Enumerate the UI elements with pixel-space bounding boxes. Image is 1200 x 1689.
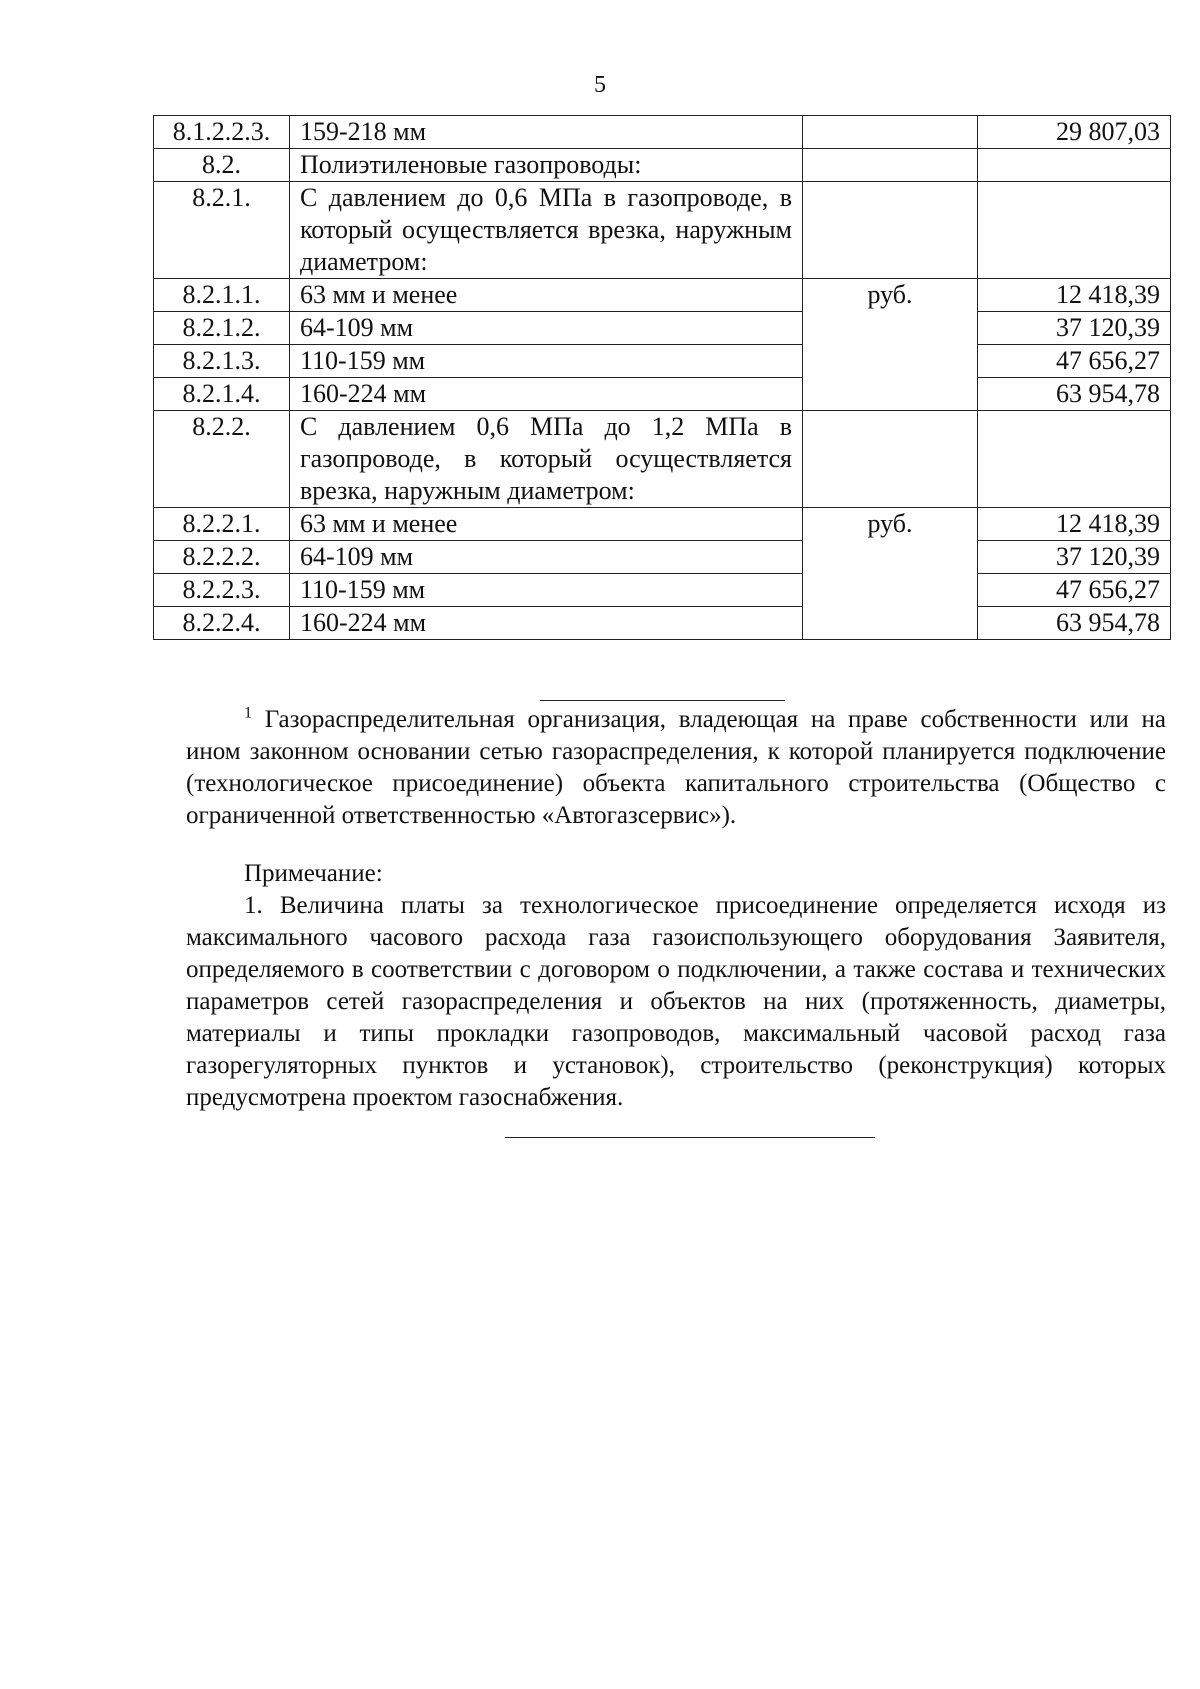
item-number: 8.2.1.2. bbox=[154, 312, 290, 345]
item-number: 8.2.2.3. bbox=[154, 574, 290, 607]
footnote-text: Газораспределительная организация, владеющая на праве собственности или на ином законном основании сетью газораспределения, к которой планируется подключение (технологическое присоединение) объекта капитального строительства (Общество с ограниченной ответственностью «Автогазсервис»). bbox=[186, 706, 1167, 829]
note-text: 1. Величина платы за технологическое присоединение определяется исходя из максимального часового расхода газа газоиспользующего оборудования Заявителя, определяемого в соответствии с договором о подключении, а также состава и технических параметров сетей газораспределения и объектов на них (протяженность, диаметры, материалы и типы прокладки газопроводов, максимальный часовой расход газа газорегуляторных пунктов и установок), строительство (реконструкция) которых предусмотрена проектом газоснабжения. bbox=[186, 892, 1166, 1111]
note-title: Примечание: bbox=[244, 860, 383, 887]
item-name: С давлением 0,6 МПа до 1,2 МПа в газопроводе, в который осуществляется врезка, наружным диаметром: bbox=[290, 411, 803, 508]
item-name: 160-224 мм bbox=[290, 378, 803, 411]
item-price: 12 418,39 bbox=[978, 508, 1171, 541]
item-number: 8.2.1.3. bbox=[154, 345, 290, 378]
table-row bbox=[154, 541, 1171, 574]
table-row bbox=[154, 182, 1171, 279]
item-number: 8.2.2. bbox=[154, 411, 290, 508]
table-row bbox=[154, 312, 1171, 345]
item-price: 37 120,39 bbox=[978, 541, 1171, 574]
item-name: С давлением до 0,6 МПа в газопроводе, в который осуществляется врезка, наружным диаметром: bbox=[290, 182, 803, 279]
group-unit: руб. bbox=[803, 279, 978, 411]
item-number: 8.2.2.2. bbox=[154, 541, 290, 574]
table-row bbox=[154, 411, 1171, 508]
item-price bbox=[978, 182, 1171, 279]
table-row bbox=[154, 279, 1171, 312]
table-row bbox=[154, 116, 1171, 149]
item-unit bbox=[803, 411, 978, 508]
end-divider bbox=[505, 1137, 875, 1138]
item-price: 63 954,78 bbox=[978, 378, 1171, 411]
item-price: 29 807,03 bbox=[978, 116, 1171, 149]
footnote-marker: 1 bbox=[244, 704, 252, 722]
item-name: 110-159 мм bbox=[290, 345, 803, 378]
item-name: Полиэтиленовые газопроводы: bbox=[290, 149, 803, 182]
table-row bbox=[154, 345, 1171, 378]
item-price: 47 656,27 bbox=[978, 345, 1171, 378]
item-name: 159-218 мм bbox=[290, 116, 803, 149]
table-row bbox=[154, 508, 1171, 541]
table-row bbox=[154, 574, 1171, 607]
item-name: 64-109 мм bbox=[290, 312, 803, 345]
item-number: 8.2.2.4. bbox=[154, 607, 290, 640]
item-number: 8.2.2.1. bbox=[154, 508, 290, 541]
item-price: 37 120,39 bbox=[978, 312, 1171, 345]
item-number: 8.2. bbox=[154, 149, 290, 182]
table-row bbox=[154, 149, 1171, 182]
item-number: 8.1.2.2.3. bbox=[154, 116, 290, 149]
item-unit bbox=[803, 182, 978, 279]
page-number: 5 bbox=[594, 72, 606, 98]
item-price: 63 954,78 bbox=[978, 607, 1171, 640]
table-row bbox=[154, 378, 1171, 411]
item-name: 64-109 мм bbox=[290, 541, 803, 574]
item-unit bbox=[803, 149, 978, 182]
group-unit: руб. bbox=[803, 508, 978, 640]
item-price: 12 418,39 bbox=[978, 279, 1171, 312]
tariff-table bbox=[153, 115, 1171, 640]
footnote-divider bbox=[540, 700, 785, 701]
item-number: 8.2.1.1. bbox=[154, 279, 290, 312]
item-name: 110-159 мм bbox=[290, 574, 803, 607]
item-name: 160-224 мм bbox=[290, 607, 803, 640]
item-unit bbox=[803, 116, 978, 149]
item-number: 8.2.1.4. bbox=[154, 378, 290, 411]
table-row bbox=[154, 607, 1171, 640]
item-name: 63 мм и менее bbox=[290, 508, 803, 541]
footnote bbox=[186, 704, 1166, 832]
item-number: 8.2.1. bbox=[154, 182, 290, 279]
item-price: 47 656,27 bbox=[978, 574, 1171, 607]
item-price bbox=[978, 411, 1171, 508]
item-name: 63 мм и менее bbox=[290, 279, 803, 312]
item-price bbox=[978, 149, 1171, 182]
